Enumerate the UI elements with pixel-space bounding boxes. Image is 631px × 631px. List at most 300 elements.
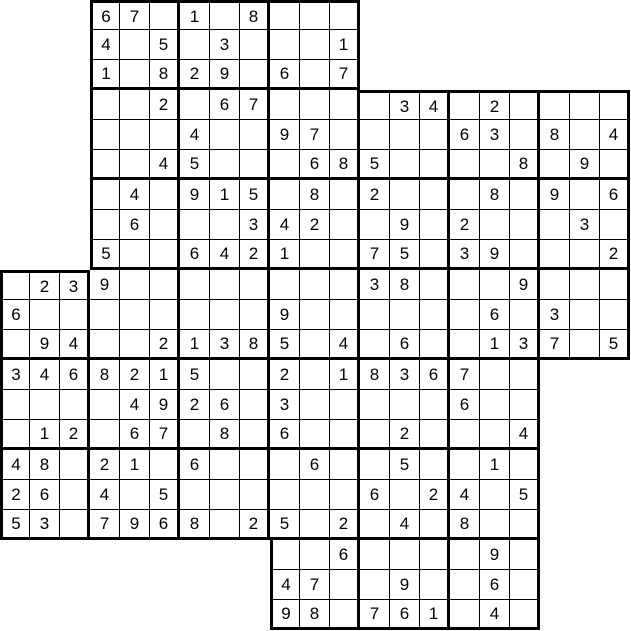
sudoku-cell[interactable]	[120, 90, 150, 120]
sudoku-cell[interactable]	[570, 180, 600, 210]
sudoku-cell[interactable]	[210, 270, 240, 300]
sudoku-cell-given[interactable]: 2	[360, 180, 390, 210]
sudoku-cell[interactable]	[420, 240, 450, 270]
sudoku-cell-given[interactable]: 5	[180, 360, 210, 390]
sudoku-cell[interactable]	[360, 420, 390, 450]
sudoku-cell[interactable]	[420, 120, 450, 150]
sudoku-cell-given[interactable]: 3	[540, 300, 570, 330]
sudoku-cell[interactable]	[510, 210, 540, 240]
sudoku-cell[interactable]	[270, 150, 300, 180]
sudoku-cell[interactable]	[330, 420, 360, 450]
sudoku-cell[interactable]	[330, 210, 360, 240]
sudoku-cell-given[interactable]: 1	[330, 30, 360, 60]
sudoku-cell-given[interactable]: 6	[360, 480, 390, 510]
sudoku-cell-given[interactable]: 3	[450, 240, 480, 270]
sudoku-cell-given[interactable]: 9	[270, 600, 300, 630]
sudoku-cell[interactable]	[420, 390, 450, 420]
sudoku-cell-given[interactable]: 1	[180, 0, 210, 30]
sudoku-cell[interactable]	[450, 450, 480, 480]
sudoku-cell[interactable]	[600, 150, 630, 180]
sudoku-cell[interactable]	[300, 0, 330, 30]
sudoku-cell[interactable]	[210, 210, 240, 240]
sudoku-cell-given[interactable]: 8	[510, 150, 540, 180]
sudoku-cell-given[interactable]: 4	[0, 450, 30, 480]
sudoku-cell[interactable]	[570, 330, 600, 360]
sudoku-cell[interactable]	[240, 300, 270, 330]
sudoku-cell[interactable]	[540, 210, 570, 240]
sudoku-cell-given[interactable]: 6	[420, 360, 450, 390]
sudoku-cell-given[interactable]: 2	[240, 510, 270, 540]
sudoku-cell-given[interactable]: 6	[450, 390, 480, 420]
sudoku-cell-given[interactable]: 1	[330, 360, 360, 390]
sudoku-cell-given[interactable]: 8	[360, 360, 390, 390]
sudoku-cell[interactable]	[150, 0, 180, 30]
sudoku-cell[interactable]	[510, 120, 540, 150]
sudoku-cell[interactable]	[210, 150, 240, 180]
sudoku-cell[interactable]	[390, 180, 420, 210]
sudoku-cell-given[interactable]: 8	[330, 150, 360, 180]
sudoku-cell-given[interactable]: 7	[90, 510, 120, 540]
sudoku-cell-given[interactable]: 6	[270, 60, 300, 90]
sudoku-cell[interactable]	[570, 120, 600, 150]
sudoku-cell[interactable]	[390, 390, 420, 420]
sudoku-cell[interactable]	[240, 450, 270, 480]
sudoku-cell-given[interactable]: 7	[330, 60, 360, 90]
sudoku-cell-given[interactable]: 1	[150, 360, 180, 390]
sudoku-cell[interactable]	[90, 330, 120, 360]
sudoku-cell[interactable]	[300, 300, 330, 330]
sudoku-cell[interactable]	[570, 90, 600, 120]
sudoku-cell[interactable]	[180, 30, 210, 60]
sudoku-cell[interactable]	[510, 600, 540, 630]
sudoku-cell-given[interactable]: 4	[120, 390, 150, 420]
sudoku-cell-given[interactable]: 4	[60, 330, 90, 360]
sudoku-cell[interactable]	[300, 240, 330, 270]
sudoku-cell-given[interactable]: 7	[240, 90, 270, 120]
sudoku-cell[interactable]	[330, 600, 360, 630]
sudoku-cell[interactable]	[270, 480, 300, 510]
sudoku-cell[interactable]	[330, 270, 360, 300]
sudoku-cell[interactable]	[510, 90, 540, 120]
sudoku-cell[interactable]	[360, 540, 390, 570]
sudoku-cell-given[interactable]: 2	[180, 60, 210, 90]
sudoku-cell-given[interactable]: 2	[30, 270, 60, 300]
sudoku-cell-given[interactable]: 2	[60, 420, 90, 450]
sudoku-cell[interactable]	[390, 480, 420, 510]
sudoku-cell-given[interactable]: 5	[180, 150, 210, 180]
sudoku-cell[interactable]	[420, 300, 450, 330]
sudoku-cell[interactable]	[540, 90, 570, 120]
sudoku-cell[interactable]	[360, 120, 390, 150]
sudoku-cell-given[interactable]: 1	[480, 330, 510, 360]
sudoku-cell[interactable]	[180, 480, 210, 510]
sudoku-cell-given[interactable]: 2	[120, 360, 150, 390]
sudoku-cell[interactable]	[60, 390, 90, 420]
sudoku-cell[interactable]	[510, 570, 540, 600]
sudoku-cell-given[interactable]: 6	[480, 570, 510, 600]
sudoku-cell[interactable]	[420, 570, 450, 600]
sudoku-cell[interactable]	[120, 480, 150, 510]
sudoku-cell[interactable]	[330, 480, 360, 510]
sudoku-cell[interactable]	[450, 180, 480, 210]
sudoku-cell-given[interactable]: 1	[210, 180, 240, 210]
sudoku-cell-given[interactable]: 9	[90, 270, 120, 300]
sudoku-cell-given[interactable]: 4	[30, 360, 60, 390]
sudoku-cell-given[interactable]: 6	[0, 300, 30, 330]
sudoku-cell[interactable]	[300, 420, 330, 450]
sudoku-cell-given[interactable]: 8	[300, 600, 330, 630]
sudoku-cell[interactable]	[450, 540, 480, 570]
sudoku-cell[interactable]	[330, 390, 360, 420]
sudoku-cell[interactable]	[30, 300, 60, 330]
sudoku-cell-given[interactable]: 9	[480, 540, 510, 570]
sudoku-cell-given[interactable]: 6	[300, 150, 330, 180]
sudoku-cell-given[interactable]: 9	[480, 240, 510, 270]
sudoku-cell[interactable]	[480, 360, 510, 390]
sudoku-cell-given[interactable]: 4	[120, 180, 150, 210]
sudoku-cell-given[interactable]: 2	[180, 390, 210, 420]
sudoku-cell[interactable]	[600, 90, 630, 120]
sudoku-cell[interactable]	[180, 300, 210, 330]
sudoku-cell-given[interactable]: 6	[390, 600, 420, 630]
sudoku-cell-given[interactable]: 3	[360, 270, 390, 300]
sudoku-cell[interactable]	[510, 240, 540, 270]
sudoku-cell[interactable]	[270, 540, 300, 570]
sudoku-cell[interactable]	[330, 300, 360, 330]
sudoku-cell[interactable]	[390, 150, 420, 180]
sudoku-cell-given[interactable]: 8	[390, 270, 420, 300]
sudoku-cell[interactable]	[120, 270, 150, 300]
sudoku-cell[interactable]	[120, 150, 150, 180]
sudoku-cell[interactable]	[240, 270, 270, 300]
sudoku-cell-given[interactable]: 2	[450, 210, 480, 240]
sudoku-cell-given[interactable]: 7	[300, 570, 330, 600]
sudoku-cell[interactable]	[300, 510, 330, 540]
sudoku-cell[interactable]	[480, 210, 510, 240]
sudoku-cell-given[interactable]: 4	[600, 120, 630, 150]
sudoku-cell-given[interactable]: 9	[390, 210, 420, 240]
sudoku-cell-given[interactable]: 4	[90, 480, 120, 510]
sudoku-cell[interactable]	[60, 450, 90, 480]
sudoku-cell[interactable]	[60, 480, 90, 510]
sudoku-cell-given[interactable]: 5	[390, 240, 420, 270]
sudoku-cell[interactable]	[420, 270, 450, 300]
sudoku-cell[interactable]	[420, 540, 450, 570]
sudoku-cell-given[interactable]: 9	[270, 120, 300, 150]
sudoku-cell-given[interactable]: 8	[150, 60, 180, 90]
sudoku-cell[interactable]	[330, 120, 360, 150]
sudoku-cell[interactable]	[240, 60, 270, 90]
sudoku-cell[interactable]	[300, 60, 330, 90]
sudoku-cell-given[interactable]: 9	[510, 270, 540, 300]
sudoku-cell[interactable]	[180, 90, 210, 120]
sudoku-cell-given[interactable]: 3	[30, 510, 60, 540]
sudoku-cell[interactable]	[270, 180, 300, 210]
sudoku-cell[interactable]	[510, 450, 540, 480]
sudoku-cell-given[interactable]: 2	[300, 210, 330, 240]
sudoku-cell-given[interactable]: 3	[210, 30, 240, 60]
sudoku-cell[interactable]	[510, 360, 540, 390]
sudoku-cell[interactable]	[390, 540, 420, 570]
sudoku-cell-given[interactable]: 9	[210, 60, 240, 90]
sudoku-cell[interactable]	[540, 270, 570, 300]
sudoku-cell[interactable]	[450, 150, 480, 180]
sudoku-cell[interactable]	[240, 30, 270, 60]
sudoku-cell[interactable]	[300, 270, 330, 300]
sudoku-cell-given[interactable]: 2	[480, 90, 510, 120]
sudoku-cell-given[interactable]: 4	[390, 510, 420, 540]
sudoku-cell[interactable]	[0, 390, 30, 420]
sudoku-cell[interactable]	[540, 240, 570, 270]
sudoku-cell[interactable]	[450, 420, 480, 450]
sudoku-cell-given[interactable]: 3	[0, 360, 30, 390]
sudoku-cell-given[interactable]: 6	[180, 240, 210, 270]
sudoku-cell-given[interactable]: 9	[120, 510, 150, 540]
sudoku-cell-given[interactable]: 5	[270, 510, 300, 540]
sudoku-cell-given[interactable]: 3	[390, 90, 420, 120]
sudoku-cell[interactable]	[0, 330, 30, 360]
sudoku-cell-given[interactable]: 2	[0, 480, 30, 510]
sudoku-cell[interactable]	[510, 180, 540, 210]
sudoku-cell-given[interactable]: 6	[330, 540, 360, 570]
sudoku-cell[interactable]	[300, 330, 330, 360]
sudoku-cell[interactable]	[360, 450, 390, 480]
sudoku-cell-given[interactable]: 6	[120, 420, 150, 450]
sudoku-cell[interactable]	[30, 390, 60, 420]
sudoku-cell[interactable]	[210, 0, 240, 30]
sudoku-cell-given[interactable]: 2	[150, 330, 180, 360]
sudoku-cell[interactable]	[90, 210, 120, 240]
sudoku-cell-given[interactable]: 1	[480, 450, 510, 480]
sudoku-cell[interactable]	[570, 270, 600, 300]
sudoku-cell-given[interactable]: 5	[240, 180, 270, 210]
sudoku-cell[interactable]	[210, 480, 240, 510]
sudoku-cell[interactable]	[480, 420, 510, 450]
sudoku-cell[interactable]	[600, 300, 630, 330]
sudoku-cell-given[interactable]: 8	[300, 180, 330, 210]
sudoku-cell[interactable]	[300, 90, 330, 120]
sudoku-cell-given[interactable]: 4	[150, 150, 180, 180]
sudoku-cell[interactable]	[540, 150, 570, 180]
sudoku-cell-given[interactable]: 4	[90, 30, 120, 60]
sudoku-cell[interactable]	[420, 180, 450, 210]
sudoku-cell[interactable]	[120, 120, 150, 150]
sudoku-cell[interactable]	[420, 150, 450, 180]
sudoku-cell[interactable]	[210, 120, 240, 150]
sudoku-cell-given[interactable]: 6	[150, 510, 180, 540]
sudoku-cell[interactable]	[180, 210, 210, 240]
sudoku-cell-given[interactable]: 4	[330, 330, 360, 360]
sudoku-cell-given[interactable]: 7	[540, 330, 570, 360]
sudoku-cell-given[interactable]: 2	[240, 240, 270, 270]
sudoku-cell-given[interactable]: 8	[480, 180, 510, 210]
sudoku-cell-given[interactable]: 8	[450, 510, 480, 540]
sudoku-cell[interactable]	[510, 510, 540, 540]
sudoku-cell-given[interactable]: 6	[600, 180, 630, 210]
sudoku-cell[interactable]	[240, 390, 270, 420]
sudoku-cell[interactable]	[480, 510, 510, 540]
sudoku-cell[interactable]	[240, 480, 270, 510]
sudoku-cell-given[interactable]: 7	[300, 120, 330, 150]
sudoku-cell[interactable]	[390, 120, 420, 150]
sudoku-cell[interactable]	[270, 450, 300, 480]
sudoku-cell[interactable]	[330, 180, 360, 210]
sudoku-cell[interactable]	[150, 240, 180, 270]
sudoku-cell[interactable]	[180, 270, 210, 300]
sudoku-cell-given[interactable]: 9	[540, 180, 570, 210]
sudoku-cell-given[interactable]: 3	[210, 330, 240, 360]
sudoku-cell[interactable]	[300, 480, 330, 510]
sudoku-cell[interactable]	[450, 570, 480, 600]
sudoku-cell[interactable]	[90, 180, 120, 210]
sudoku-cell[interactable]	[420, 510, 450, 540]
sudoku-cell-given[interactable]: 6	[390, 330, 420, 360]
sudoku-cell-given[interactable]: 4	[480, 600, 510, 630]
sudoku-cell[interactable]	[330, 0, 360, 30]
sudoku-cell[interactable]	[60, 300, 90, 330]
sudoku-cell-given[interactable]: 1	[30, 420, 60, 450]
sudoku-cell[interactable]	[150, 300, 180, 330]
sudoku-cell[interactable]	[300, 360, 330, 390]
sudoku-cell[interactable]	[420, 330, 450, 360]
sudoku-cell-given[interactable]: 6	[270, 420, 300, 450]
sudoku-cell[interactable]	[480, 480, 510, 510]
sudoku-cell-given[interactable]: 6	[90, 0, 120, 30]
sudoku-cell[interactable]	[150, 450, 180, 480]
sudoku-cell-given[interactable]: 4	[270, 210, 300, 240]
sudoku-cell-given[interactable]: 8	[90, 360, 120, 390]
sudoku-cell[interactable]	[450, 330, 480, 360]
sudoku-cell[interactable]	[240, 120, 270, 150]
sudoku-cell[interactable]	[90, 420, 120, 450]
sudoku-cell-given[interactable]: 7	[450, 360, 480, 390]
sudoku-cell-given[interactable]: 6	[180, 450, 210, 480]
sudoku-cell-given[interactable]: 5	[360, 150, 390, 180]
sudoku-cell-given[interactable]: 3	[510, 330, 540, 360]
sudoku-cell[interactable]	[600, 270, 630, 300]
sudoku-cell[interactable]	[420, 210, 450, 240]
sudoku-cell[interactable]	[270, 270, 300, 300]
sudoku-cell-given[interactable]: 6	[120, 210, 150, 240]
sudoku-cell-given[interactable]: 4	[270, 570, 300, 600]
sudoku-cell-given[interactable]: 4	[420, 90, 450, 120]
sudoku-cell[interactable]	[360, 90, 390, 120]
sudoku-cell[interactable]	[420, 450, 450, 480]
sudoku-cell[interactable]	[450, 300, 480, 330]
sudoku-cell-given[interactable]: 4	[180, 120, 210, 150]
sudoku-cell-given[interactable]: 5	[90, 240, 120, 270]
sudoku-cell[interactable]	[450, 270, 480, 300]
sudoku-cell-given[interactable]: 5	[600, 330, 630, 360]
sudoku-cell-given[interactable]: 6	[30, 480, 60, 510]
sudoku-cell[interactable]	[60, 510, 90, 540]
sudoku-cell-given[interactable]: 6	[450, 120, 480, 150]
sudoku-cell[interactable]	[0, 420, 30, 450]
sudoku-cell[interactable]	[510, 300, 540, 330]
sudoku-cell[interactable]	[450, 600, 480, 630]
sudoku-cell-given[interactable]: 9	[180, 180, 210, 210]
sudoku-cell-given[interactable]: 6	[210, 90, 240, 120]
sudoku-cell[interactable]	[120, 300, 150, 330]
sudoku-cell[interactable]	[360, 330, 390, 360]
sudoku-cell-given[interactable]: 3	[60, 270, 90, 300]
sudoku-cell-given[interactable]: 1	[120, 450, 150, 480]
sudoku-cell[interactable]	[510, 390, 540, 420]
sudoku-cell[interactable]	[150, 180, 180, 210]
sudoku-cell[interactable]	[390, 300, 420, 330]
sudoku-cell[interactable]	[240, 360, 270, 390]
sudoku-cell[interactable]	[150, 270, 180, 300]
sudoku-cell-given[interactable]: 2	[150, 90, 180, 120]
sudoku-cell-given[interactable]: 6	[300, 450, 330, 480]
sudoku-cell[interactable]	[90, 300, 120, 330]
sudoku-cell-given[interactable]: 1	[420, 600, 450, 630]
sudoku-cell[interactable]	[360, 510, 390, 540]
sudoku-cell-given[interactable]: 4	[210, 240, 240, 270]
sudoku-cell-given[interactable]: 8	[30, 450, 60, 480]
sudoku-cell[interactable]	[90, 120, 120, 150]
sudoku-cell-given[interactable]: 2	[270, 360, 300, 390]
sudoku-cell[interactable]	[510, 540, 540, 570]
sudoku-cell[interactable]	[270, 0, 300, 30]
sudoku-cell-given[interactable]: 2	[330, 510, 360, 540]
sudoku-cell-given[interactable]: 1	[90, 60, 120, 90]
sudoku-cell[interactable]	[420, 420, 450, 450]
sudoku-cell-given[interactable]: 7	[150, 420, 180, 450]
sudoku-cell[interactable]	[600, 210, 630, 240]
sudoku-cell[interactable]	[450, 90, 480, 120]
sudoku-cell[interactable]	[120, 60, 150, 90]
sudoku-cell-given[interactable]: 1	[180, 330, 210, 360]
sudoku-cell-given[interactable]: 2	[420, 480, 450, 510]
sudoku-cell[interactable]	[120, 330, 150, 360]
sudoku-cell-given[interactable]: 6	[60, 360, 90, 390]
sudoku-cell-given[interactable]: 3	[390, 360, 420, 390]
sudoku-cell[interactable]	[330, 450, 360, 480]
sudoku-cell-given[interactable]: 6	[210, 390, 240, 420]
sudoku-cell-given[interactable]: 5	[390, 450, 420, 480]
sudoku-cell-given[interactable]: 5	[0, 510, 30, 540]
sudoku-cell-given[interactable]: 3	[270, 390, 300, 420]
sudoku-cell-given[interactable]: 6	[480, 300, 510, 330]
sudoku-cell-given[interactable]: 4	[450, 480, 480, 510]
sudoku-cell-given[interactable]: 1	[270, 240, 300, 270]
sudoku-cell[interactable]	[240, 420, 270, 450]
sudoku-cell-given[interactable]: 4	[510, 420, 540, 450]
sudoku-cell-given[interactable]: 8	[210, 420, 240, 450]
sudoku-cell[interactable]	[360, 570, 390, 600]
sudoku-cell-given[interactable]: 5	[150, 30, 180, 60]
sudoku-cell[interactable]	[90, 150, 120, 180]
sudoku-cell-given[interactable]: 3	[570, 210, 600, 240]
sudoku-cell[interactable]	[300, 30, 330, 60]
sudoku-cell-given[interactable]: 8	[240, 0, 270, 30]
sudoku-cell-given[interactable]: 2	[390, 420, 420, 450]
sudoku-cell[interactable]	[120, 240, 150, 270]
sudoku-cell[interactable]	[270, 90, 300, 120]
sudoku-cell[interactable]	[240, 150, 270, 180]
sudoku-cell-given[interactable]: 2	[600, 240, 630, 270]
sudoku-cell-given[interactable]: 8	[240, 330, 270, 360]
sudoku-cell[interactable]	[270, 30, 300, 60]
sudoku-cell[interactable]	[0, 270, 30, 300]
sudoku-cell[interactable]	[570, 240, 600, 270]
sudoku-cell[interactable]	[480, 390, 510, 420]
sudoku-cell[interactable]	[300, 390, 330, 420]
sudoku-cell[interactable]	[570, 300, 600, 330]
sudoku-cell[interactable]	[300, 540, 330, 570]
sudoku-cell-given[interactable]: 2	[90, 450, 120, 480]
